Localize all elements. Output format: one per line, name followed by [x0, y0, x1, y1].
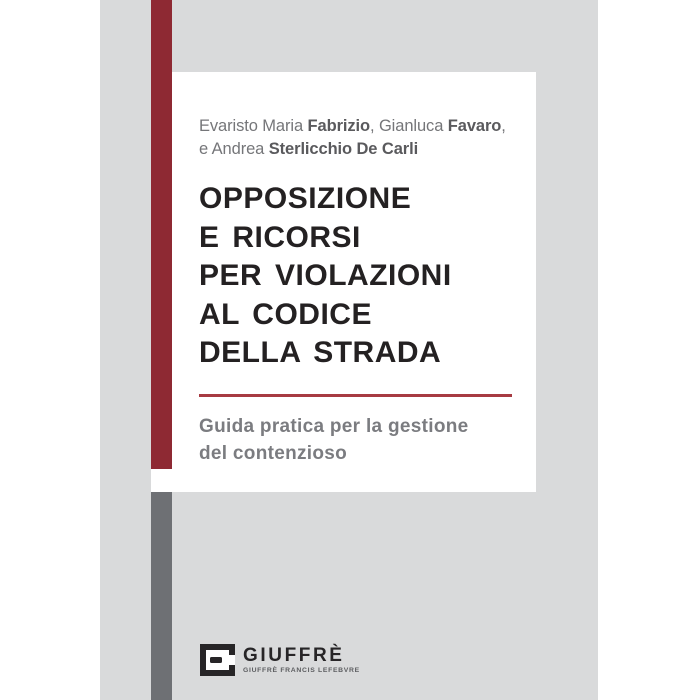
authors-line	[199, 115, 509, 161]
title-line: OPPOSIZIONE	[199, 182, 412, 215]
author-surname: Fabrizio	[307, 116, 370, 135]
author-surname: Favaro	[447, 116, 502, 135]
author-text: , Gianluca	[369, 116, 448, 135]
book-subtitle	[199, 413, 529, 467]
publisher-wordmark: GIUFFRÈ	[243, 645, 345, 666]
author-surname: Sterlicchio De Carli	[268, 139, 419, 158]
gray-accent-bar	[151, 492, 172, 700]
title-line: PER VIOLAZIONI	[199, 259, 452, 292]
maroon-accent-bar	[151, 0, 172, 469]
subtitle-line: Guida pratica per la gestione	[199, 416, 469, 437]
publisher-sub-wordmark: GIUFFRÈ FRANCIS LEFEBVRE	[243, 667, 360, 674]
publisher-logo	[200, 644, 360, 676]
title-line: AL CODICE	[199, 297, 372, 331]
red-divider-rule	[199, 394, 512, 397]
title-line: E RICORSI	[199, 220, 361, 254]
title-line: DELLA STRADA	[199, 336, 442, 369]
giuffre-logo-mark	[200, 644, 235, 676]
author-text: e Andrea	[199, 139, 269, 158]
book-title	[199, 180, 529, 373]
content-card	[151, 72, 536, 492]
subtitle-line: del contenzioso	[199, 443, 348, 464]
author-text: ,	[501, 116, 506, 135]
publisher-logo-text	[243, 644, 360, 675]
author-text: Evaristo Maria	[199, 116, 308, 135]
